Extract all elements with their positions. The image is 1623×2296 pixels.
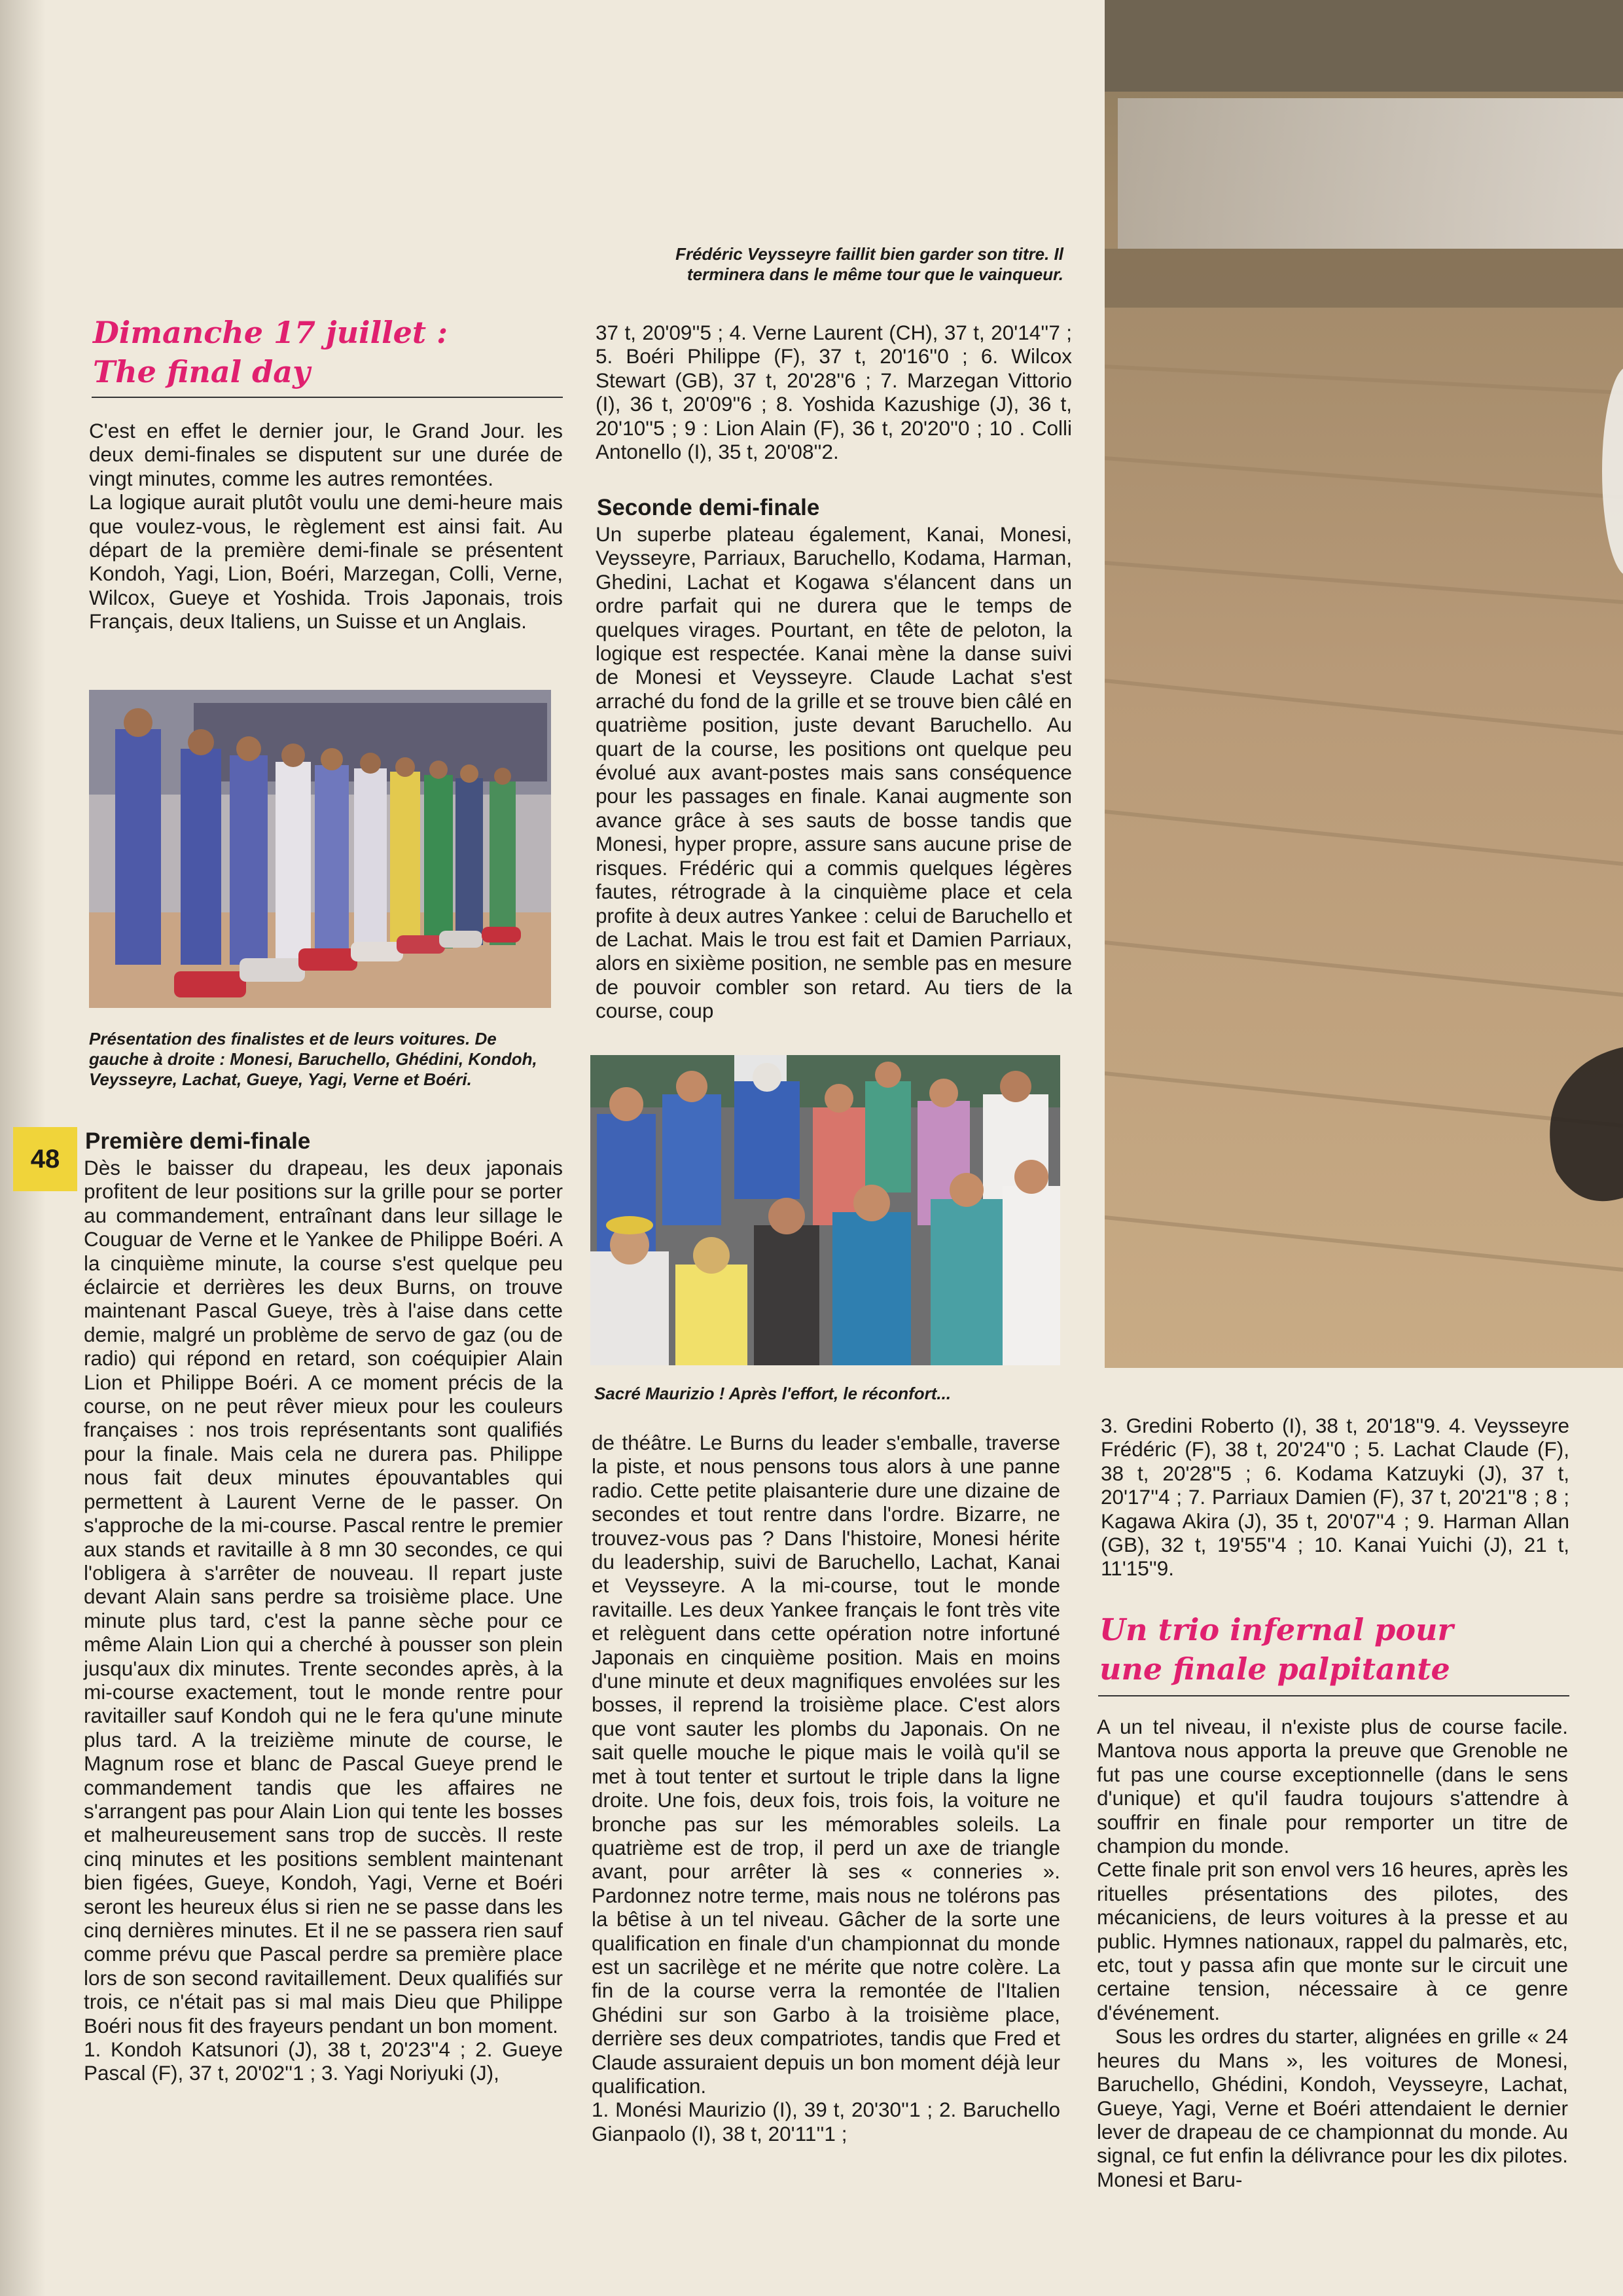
intro-paragraph: C'est en effet le dernier jour, le Grand Jour. les deux demi-finales se disputent sur une durée de vingt minutes, comme les autres remontées. xyxy=(89,419,563,490)
final-paragraph-1: A un tel niveau, il n'existe plus de course facile. Mantova nous apporta la preuve que Grenoble ne fut pas une course exceptionnelle (dans le sens d'unique) et qu'il faudra toujours s'attendre à souffrir en finale pour remporter un titre de champion du monde. xyxy=(1097,1715,1568,1858)
semi2-body xyxy=(596,522,1072,1023)
final-paragraph-2: Cette finale prit son envol vers 16 heures, après les rituelles présentations des pilotes, des mécaniciens, de leurs voitures à la presse et au public. Hymnes nationaux, rappel du palmarès, etc, etc, tout y passa afin que monte sur le circuit une certaine tension, nécessaire à ce genre d'événement. xyxy=(1097,1857,1568,2024)
semi2-results-start: 1. Monési Maurizio (I), 39 t, 20'30''1 ; 2. Baruchello Gianpaolo (I), 38 t, 20'11''1 ; xyxy=(592,2098,1060,2145)
crowd-photo-caption: Sacré Maurizio ! Après l'effort, le réconfort... xyxy=(594,1384,952,1403)
column1-intro xyxy=(89,419,563,634)
heading2-line-2: une finale palpitante xyxy=(1099,1651,1450,1687)
heading-line-1: Dimanche 17 juillet : xyxy=(93,315,448,350)
section-heading-trio-infernal xyxy=(1099,1610,1571,1689)
heading-line-2: The final day xyxy=(93,354,310,389)
section-heading-final-day xyxy=(93,313,564,391)
top-photo-caption: Frédéric Veysseyre faillit bien garder son titre. Il terminera dans le même tour que le vainqueur. xyxy=(675,244,1063,284)
column2-bottom xyxy=(592,1431,1060,2145)
column3-results xyxy=(1101,1414,1569,1581)
heading2-line-1: Un trio infernal pour xyxy=(1099,1612,1454,1647)
heading-rule-2 xyxy=(1098,1695,1569,1696)
page-number-badge: 48 xyxy=(13,1127,77,1191)
semi2-title: Seconde demi-finale xyxy=(597,495,820,520)
semi1-paragraph: Dès le baisser du drapeau, les deux japonais profitent de leur positions sur la grille pour se porter au commandement, entraînant dans leur sillage le Couguar de Verne et le Yankee de Philippe Boéri. A la cinquième minute, la course s'est quelque peu éclaircie et derrières les deux Burns, on trouve maintenant Pascal Gueye, très à l'aise dans cette demie, malgré un problème de servo de gaz (ou de radio) qui répond en retard, son coéquipier Alain Lion et Philippe Boéri. A ce moment précis de la course, on ne peut rêver mieux pour les couleurs françaises : nos trois représentants sont qualifiés pour la finale. Mais cela ne durera pas. Philippe nous fait deux minutes épouvantables qui permettent à Laurent Verne de le passer. On s'approche de la mi-course. Pascal rentre le premier aux stands et ravitaille à 8 mn 30 secondes, ce qui l'obligera à s'arrêter de nouveau. Il repart juste devant Alain sans perdre sa troisième place. Une minute plus tard, c'est la panne sèche pour ce même Alain Lion qui a cherché à pousser son plein jusqu'aux dix minutes. Trente secondes après, à la mi-course exactement, tout le monde rentre pour ravitailler sauf Kondoh qui ne le fera qu'une minute plus tard. A la treizième minute de course, le Magnum rose et blanc de Pascal Gueye prend le commandement tandis que les affaires ne s'arrangent pas pour Alain Lion qui tente les bosses et malheureusement sans trop de succès. Il reste cinq minutes et les positions semblent maintenant bien figées, Gueye, Kondoh, Yagi, Verne et Boéri seront les heureux élus si rien ne se passe dans les cinq dernières minutes. Et il ne se passera rien sauf comme prévu que Pascal perdre sa première place lors de son second ravitaillement. Deux qualifiés sur trois, ce n'était pas si mal mais Dieu que Philippe Boéri nous fit des frayeurs pendant un bon moment. xyxy=(84,1156,563,2037)
motion-blur-photo xyxy=(1105,0,1623,1368)
semi1-results-cont: 37 t, 20'09''5 ; 4. Verne Laurent (CH), 37 t, 20'14''7 ; 5. Boéri Philippe (F), 37 t, 20'16''0 ; 6. Wilcox Stewart (GB), 37 t, 20'28''6 ; 7. Marzegan Vittorio (I), 36 t, 20'09''6 ; 8. Yoshida Kazushige (J), 36 t, 20'10''5 ; 9 : Lion Alain (F), 36 t, 20'20''0 ; 10 . Colli Antonello (I), 35 t, 20'08''2. xyxy=(596,321,1072,464)
finalists-lineup-photo xyxy=(89,690,551,1008)
finalists-photo-caption: Présentation des finalistes et de leurs voitures. De gauche à droite : Monesi, Baruchello, Ghédini, Kondoh, Veysseyre, Lachat, Gueye, Yagi, Verne et Boéri. xyxy=(89,1029,537,1089)
semi1-body xyxy=(84,1156,563,2085)
heading-rule-1 xyxy=(92,397,563,398)
semi2-paragraph: Un superbe plateau également, Kanai, Monesi, Veysseyre, Parriaux, Baruchello, Kodama, Harman, Ghedini, Lachat et Kogawa s'élancent dans un ordre parfait qui ne durera que le temps de quelques virages. Pourtant, en tête de peloton, la logique est respectée. Kanai mène la danse suivi de Monesi et Veysseyre. Claude Lachat s'est arraché du fond de la grille et se trouve bien câlé en quatrième position, juste devant Baruchello. Au quart de la course, les positions ont quelque peu évolué aux avant-postes mais sans conséquence pour les passages en finale. Kanai augmente son avance grâce à ses sauts de bosse tandis que Monesi, hyper propre, assure sans aucune prise de risques. Frédéric qui a commis quelques légères fautes, rétrograde à la cinquième place et cela profite à deux autres Yankee : celui de Baruchello et de Lachat. Mais le trou est fait et Damien Parriaux, alors en sixième position, ne semble pas en mesure de pouvoir combler son retard. Au tiers de la course, coup xyxy=(596,522,1072,1023)
crowd-photo xyxy=(590,1055,1060,1365)
semi2-continuation: de théâtre. Le Burns du leader s'emballe, traverse la piste, et nous pensons tous alors à une panne radio. Cette petite plaisanterie dure une dizaine de secondes et tout rentre dans l'ordre. Bizarre, ne trouvez-vous pas ? Dans l'histoire, Monesi hérite du leadership, suivi de Baruchello, Lachat, Kanai et Veysseyre. A la mi-course, tout le monde ravitaille. Les deux Yankee français le font très vite et relèguent dans cette opération notre infortuné Japonais en cinquième position. Mais en moins d'une minute et deux magnifiques envolées sur les bosses, il reprend la troisième place. C'est alors que vont sauter les plombs du Japonais. On ne sait quelle mouche le pique mais le voilà qu'il se met à tout tenter et surtout le triple dans la ligne droite. Une fois, deux fois, trois fois, la voiture ne bronche pas sur les mémorables soleils. La quatrième est de trop, il perd un axe de triangle avant, pour arrêter là ses « conneries ». Pardonnez notre terme, mais nous ne tolérons pas la bêtise à un tel niveau. Gâcher de la sorte une qualification en finale d'un championnat du monde est un sacrilège et ne mérite que notre colère. La fin de la course verra la remontée de l'Italien Ghédini sur son Garbo à la troisième place, derrière ses deux compatriotes, tandis que Fred et Claude assuraient depuis un bon moment déjà leur qualification. xyxy=(592,1431,1060,2098)
column3-body xyxy=(1097,1715,1568,2191)
semi2-results-cont: 3. Gredini Roberto (I), 38 t, 20'18''9. 4. Veysseyre Frédéric (F), 38 t, 20'24''0 ; 5. Lachat Claude (F), 38 t, 20'28''5 ; 6. Kodama Katzuyki (J), 37 t, 20'17''4 ; 7. Parriaux Damien (F), 37 t, 20'21''8 ; 8 ; Kagawa Akira (J), 35 t, 20'07''4 ; 9. Harman Allan (GB), 32 t, 19'55''4 ; 10. Kanai Yuichi (J), 21 t, 11'15''9. xyxy=(1101,1414,1569,1581)
semi1-results-start: 1. Kondoh Katsunori (J), 38 t, 20'23''4 ; 2. Gueye Pascal (F), 37 t, 20'02''1 ; 3. Yagi Noriyuki (J), xyxy=(84,2037,563,2085)
final-paragraph-3: Sous les ordres du starter, alignées en grille « 24 heures du Mans », les voitures de Monesi, Baruchello, Ghédini, Kondoh, Veysseyre, Lachat, Gueye, Yagi, Verne et Boéri attendaient le dernier lever de drapeau de ce championnat du monde. Au signal, ce fut enfin la délivrance pour les dix pilotes. Monesi et Baru- xyxy=(1097,2024,1568,2191)
semi1-title: Première demi-finale xyxy=(85,1128,311,1154)
lineup-paragraph: La logique aurait plutôt voulu une demi-heure mais que voulez-vous, le règlement est ainsi fait. Au départ de la première demi-finale se présentent Kondoh, Yagi, Lion, Boéri, Marzegan, Colli, Verne, Wilcox, Gueye et Yoshida. Trois Japonais, trois Français, deux Italiens, un Suisse et un Anglais. xyxy=(89,490,563,634)
column2-top xyxy=(596,321,1072,463)
